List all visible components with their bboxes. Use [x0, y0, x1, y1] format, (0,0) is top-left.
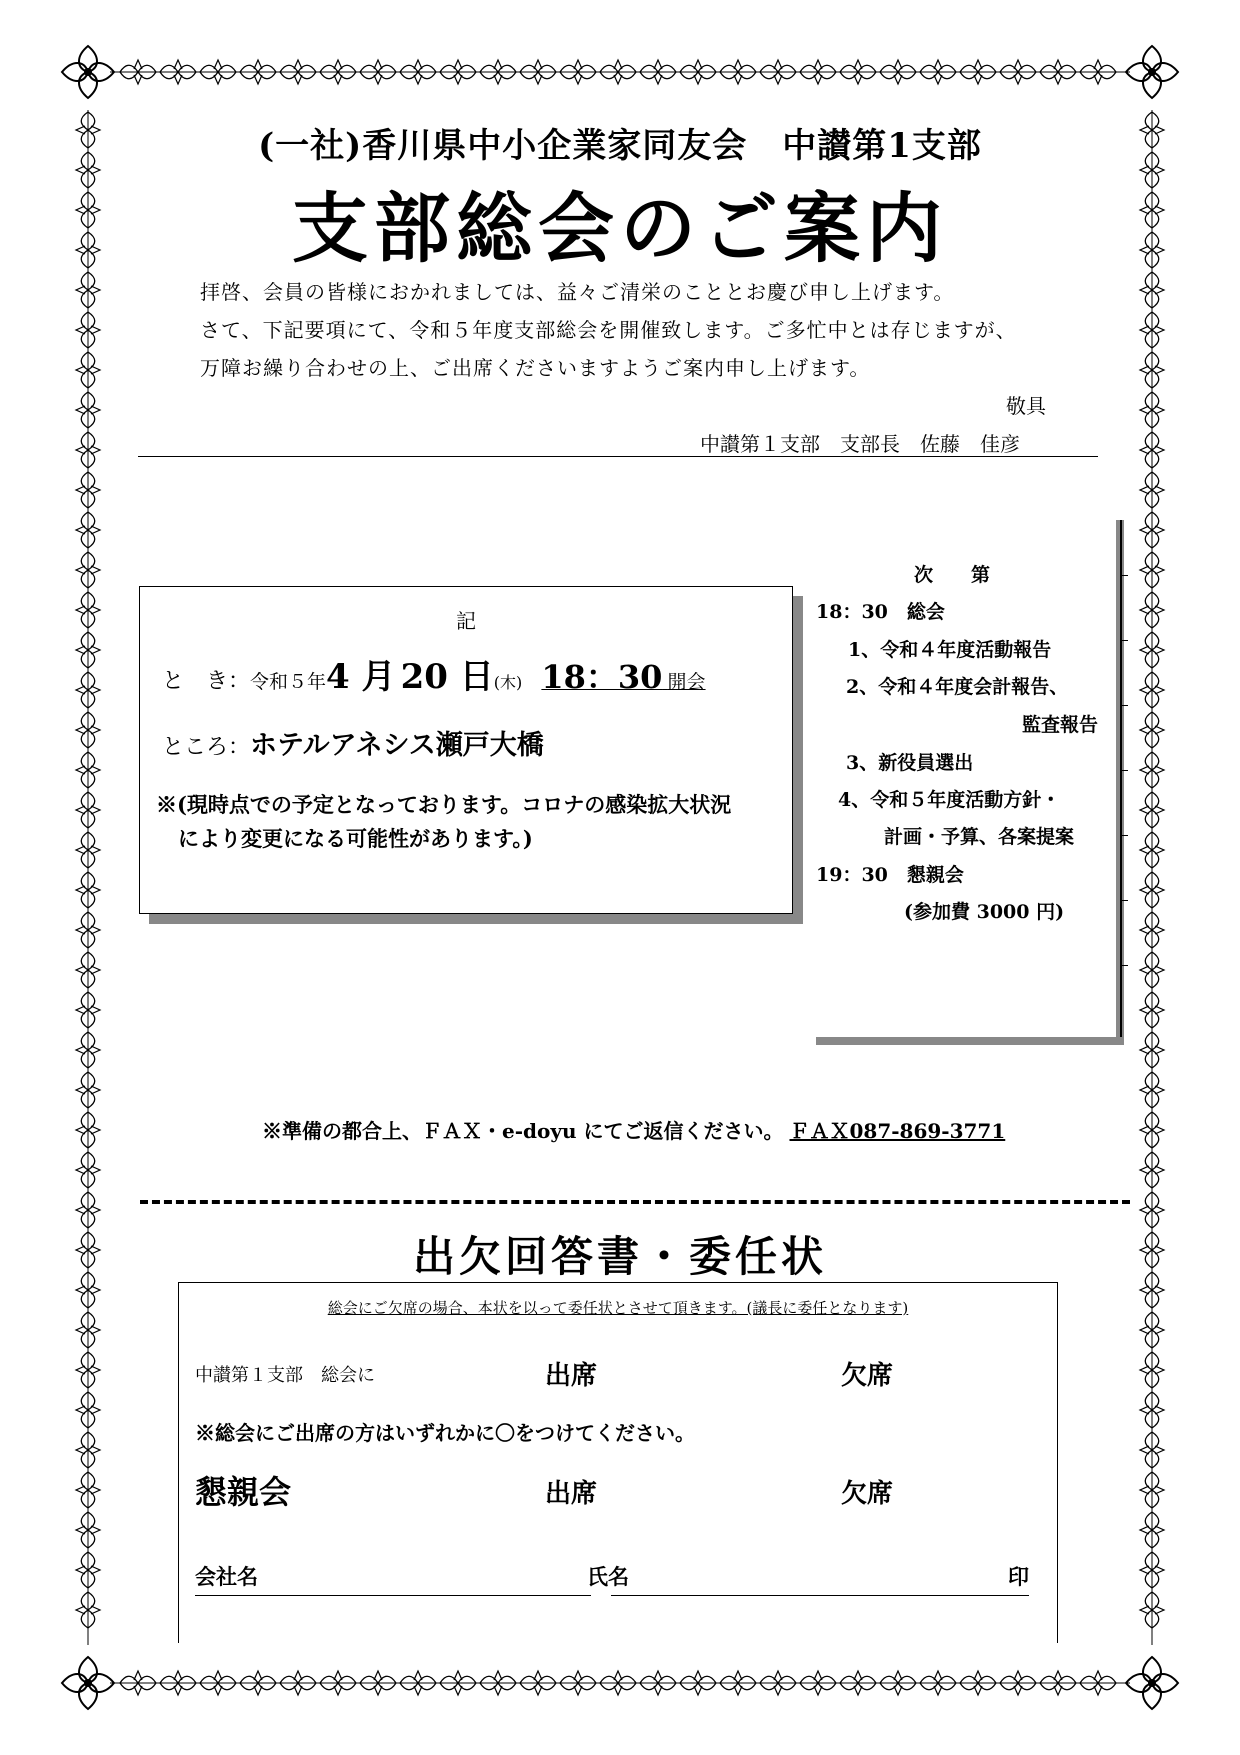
schedule-tick — [1122, 900, 1128, 901]
schedule-item: 3、新役員選出 — [846, 752, 974, 774]
schedule-item: 監査報告 — [1022, 714, 1099, 736]
seal-label: 印 — [1008, 1564, 1029, 1589]
fax-notice — [262, 1115, 1005, 1144]
schedule-tick — [1122, 770, 1128, 771]
cut-line — [140, 1200, 1130, 1204]
date-weekday: (木) — [493, 673, 523, 692]
schedule-item: 18：30 総会 — [816, 601, 945, 623]
form-title: 出欠回答書・委任状 — [412, 1232, 827, 1281]
venue-label: ところ： — [162, 735, 251, 760]
details-box — [139, 586, 793, 914]
schedule-item: 4、令和５年度活動方針・ — [838, 789, 1061, 811]
note-line-2: により変更になる可能性があります。) — [178, 826, 533, 851]
date-month: 4 月 — [326, 657, 396, 697]
fax-number: ＦＡＸ087-869-3771 — [789, 1119, 1006, 1143]
schedule-item: 2、令和４年度会計報告、 — [846, 676, 1069, 698]
schedule-tick — [1122, 640, 1128, 641]
schedule-tick — [1122, 705, 1128, 706]
organization-name: (一社)香川県中小企業家同友会 中讃第1支部 — [258, 126, 982, 166]
response-form — [178, 1282, 1058, 1643]
greeting-line-2: さて、下記要項にて、令和５年度支部総会を開催致します。ご多忙中とは存じますが、 — [200, 318, 1017, 342]
circle-instruction: ※総会にご出席の方はいずれかに〇をつけてください。 — [195, 1421, 695, 1445]
schedule-tick — [1122, 965, 1128, 966]
venue-value: ホテルアネシス瀬戸大橋 — [250, 730, 544, 761]
date-open: 開会 — [667, 671, 706, 693]
schedule-item: 1、令和４年度活動報告 — [848, 639, 1052, 661]
party-attend-option[interactable]: 出席 — [545, 1479, 598, 1509]
name-field[interactable] — [611, 1561, 1029, 1596]
note-line-1: ※(現時点での予定となっております。コロナの感染拡大状況 — [156, 792, 732, 817]
proxy-note — [179, 1297, 1057, 1318]
date-era: 令和５年 — [250, 671, 327, 693]
fax-notice-text: ※準備の都合上、ＦＡＸ・e-doyu にてご返信ください。 — [262, 1119, 784, 1143]
company-label: 会社名 — [195, 1564, 258, 1589]
schedule-tick — [1122, 575, 1128, 576]
schedule-heading: 次 第 — [914, 564, 991, 586]
date-day: 20 日 — [400, 657, 494, 697]
signature: 中讃第１支部 支部長 佐藤 佳彦 — [700, 432, 1020, 456]
greeting-line-1: 拝啓、会員の皆様におかれましては、益々ご清栄のこととお慶び申し上げます。 — [200, 280, 955, 304]
date-time: 18：30 — [541, 658, 663, 696]
venue-row — [162, 723, 544, 762]
schedule-item: 19：30 懇親会 — [816, 864, 964, 886]
schedule-item: 計画・予算、各案提案 — [884, 826, 1075, 848]
schedule-item: (参加費 3000 円) — [904, 901, 1065, 923]
divider — [138, 456, 1098, 457]
schedule-panel — [816, 520, 1124, 1045]
schedule-side-line — [1120, 520, 1122, 1037]
ki-heading: 記 — [456, 609, 476, 633]
name-label: 氏名 — [587, 1564, 629, 1589]
meeting-label: 中讃第１支部 総会に — [195, 1365, 375, 1386]
date-time-group — [541, 658, 706, 696]
closing-text: 敬具 — [1006, 394, 1046, 418]
date-label: と き： — [162, 669, 251, 694]
party-absent-option[interactable]: 欠席 — [841, 1479, 894, 1509]
date-row — [162, 649, 706, 698]
proxy-note-text: 総会にご欠席の場合、本状を以って委任状とさせて頂きます。(議長に委任となります) — [327, 1299, 909, 1317]
schedule-tick — [1122, 835, 1128, 836]
party-label: 懇親会 — [195, 1473, 292, 1511]
greeting-line-3: 万障お繰り合わせの上、ご出席くださいますようご案内申し上げます。 — [200, 356, 871, 380]
company-field[interactable] — [195, 1561, 591, 1596]
meeting-attend-option[interactable]: 出席 — [545, 1361, 598, 1391]
meeting-absent-option[interactable]: 欠席 — [841, 1361, 894, 1391]
page-title: 支部総会のご案内 — [292, 184, 948, 273]
